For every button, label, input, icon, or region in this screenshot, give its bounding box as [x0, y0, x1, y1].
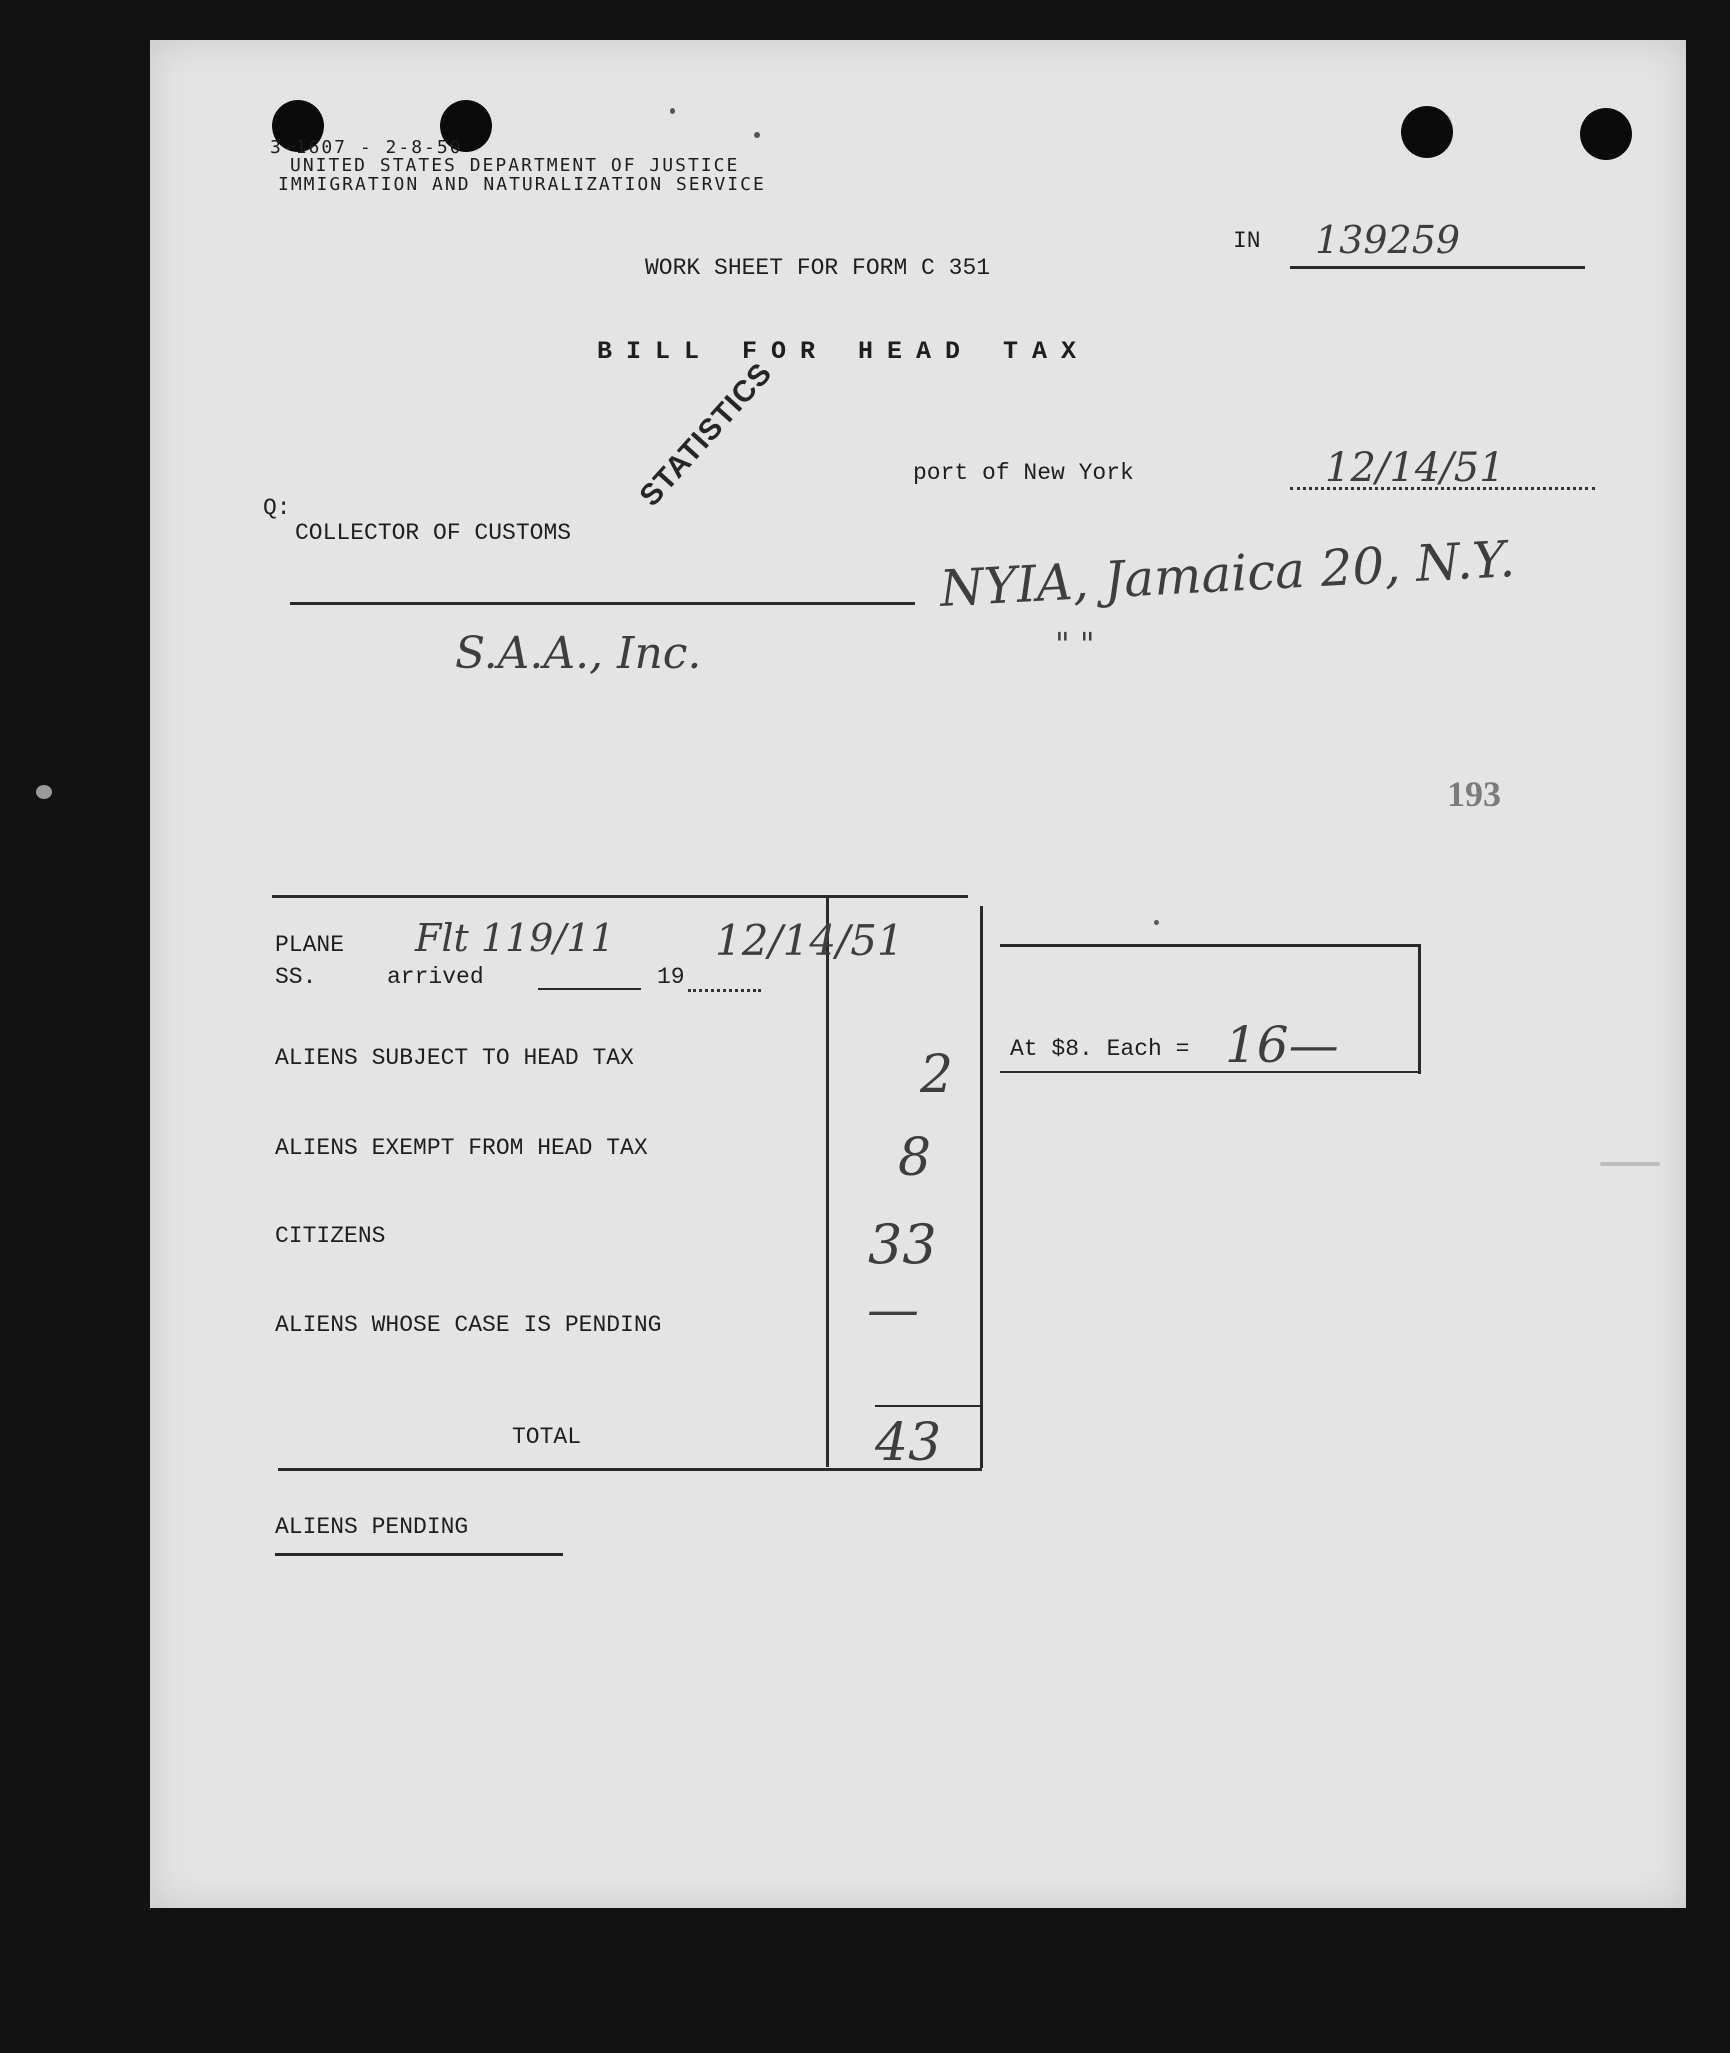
row-value-pending: —: [867, 1280, 919, 1340]
row-value-subject: 2: [920, 1045, 954, 1105]
service-name: IMMIGRATION AND NATURALIZATION SERVICE: [278, 174, 766, 195]
arrived-blank: [538, 988, 641, 990]
table-value-column-right: [980, 906, 983, 1468]
total-separator: [875, 1405, 980, 1407]
scan-speck: [1600, 1162, 1660, 1166]
punch-hole: [1580, 108, 1632, 160]
statistics-stamp: STATISTICS: [633, 356, 779, 513]
table-top-border: [272, 895, 968, 898]
punch-hole: [1401, 106, 1453, 158]
row-value-citizens: 33: [868, 1213, 937, 1276]
total-label: TOTAL: [512, 1424, 582, 1450]
rate-box-top: [1000, 944, 1418, 947]
page-stamp-number: 193: [1447, 774, 1501, 814]
plane-label: PLANE: [275, 932, 345, 958]
bill-title: BILL FOR HEAD TAX: [597, 337, 1091, 366]
row-label-pending: ALIENS WHOSE CASE IS PENDING: [275, 1312, 662, 1338]
collector-name: COLLECTOR OF CUSTOMS: [295, 520, 572, 546]
rate-amount: 16—: [1225, 1016, 1339, 1074]
in-label: IN: [1233, 228, 1261, 254]
port-date-underline: [1290, 487, 1595, 490]
arrived-label: arrived: [387, 964, 484, 990]
handwritten-company: S.A.A., Inc.: [455, 628, 702, 679]
document-page: [150, 40, 1686, 1908]
port-date: 12/14/51: [1325, 445, 1505, 491]
to-label: Q:: [263, 495, 291, 521]
rate-text: At $8. Each =: [1010, 1036, 1190, 1062]
scan-speck: [670, 108, 675, 114]
row-value-exempt: 8: [898, 1128, 932, 1188]
port-label: port of New York: [913, 460, 1134, 486]
row-label-citizens: CITIZENS: [275, 1223, 386, 1249]
collector-underline: [290, 602, 915, 605]
scan-speck: [754, 132, 760, 138]
aliens-pending-underline: [275, 1553, 563, 1556]
table-value-column-left: [826, 895, 829, 1467]
flight-number: Flt 119/11: [415, 916, 615, 960]
year-prefix: 19: [657, 964, 685, 990]
in-number: 139259: [1315, 218, 1461, 262]
arrival-date: 12/14/51: [715, 916, 904, 965]
ss-label: SS.: [275, 964, 317, 990]
in-number-underline: [1290, 266, 1585, 269]
handwritten-address: NYIA, Jamaica 20, N.Y.: [938, 529, 1517, 618]
scan-speck: [1154, 920, 1159, 925]
agency-name: UNITED STATES DEPARTMENT OF JUSTICE: [290, 155, 740, 176]
total-value: 43: [875, 1413, 942, 1473]
rate-box-right: [1418, 944, 1421, 1074]
worksheet-title: WORK SHEET FOR FORM C 351: [645, 255, 991, 281]
form-code: 3-1607 - 2-8-50: [270, 137, 463, 158]
rate-box-bottom: [1000, 1071, 1421, 1073]
row-label-exempt: ALIENS EXEMPT FROM HEAD TAX: [275, 1135, 648, 1161]
year-blank: [688, 989, 761, 992]
aliens-pending-label: ALIENS PENDING: [275, 1514, 469, 1540]
scan-speck: [36, 785, 52, 799]
handwritten-ditto: " ": [1055, 625, 1095, 663]
row-label-subject: ALIENS SUBJECT TO HEAD TAX: [275, 1045, 634, 1071]
